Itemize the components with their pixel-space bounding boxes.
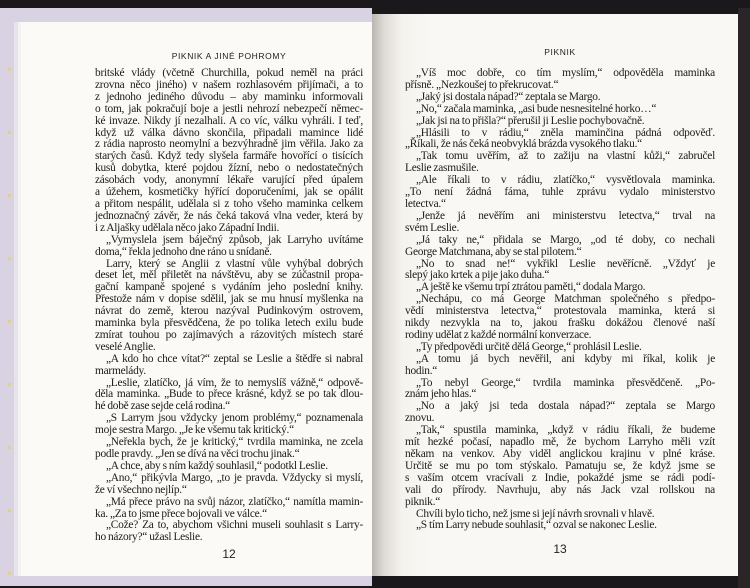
text-line: hé době zase sejde celá rodina.“	[95, 400, 230, 413]
text-line: znovu.	[405, 412, 435, 425]
paragraph	[405, 175, 715, 211]
text-line: z rádia naprosto neomylní a bezvýhradně jim věřila. Jako za	[95, 138, 363, 151]
text-line: „Ty předpovědi určitě dělá George,“ prohlásil Leslie.	[416, 340, 642, 353]
text-line: s vaším otcem vracívali z Indie, pokaždé jsme se rádi podí-	[405, 471, 715, 484]
paragraph	[405, 259, 715, 283]
text-line: a úžehem, kosmetičky hýřící doporučeními, jak se opálit	[95, 186, 363, 199]
text-line: přísně. „Nezkoušej to překrucovat.“	[405, 78, 559, 91]
text-line: svém Leslie.	[405, 221, 460, 234]
paragraph	[95, 520, 363, 544]
page-number-left: 12	[222, 547, 236, 561]
text-line: „Jak jsi na to přišla?“ přerušil ji Leslie pochybovačně.	[416, 114, 645, 127]
text-line: ho názory?“ užasl Leslie.	[95, 531, 203, 544]
text-line: „A tomu já bych nevěřil, ani kdyby mi říkal, kolik je	[416, 352, 715, 365]
text-line: hodin.“	[405, 364, 438, 377]
text-line: „To není žádná fáma, tuhle zprávu vydalo ministerstvo	[405, 186, 715, 199]
text-line: gační kampaně spojené s vydáním jeho poslední knihy.	[95, 281, 363, 294]
text-line: „To nebyl George,“ tvrdila maminka přesvědčeně. „Po-	[416, 376, 715, 389]
text-line: z jednoho jediného důvodu – aby maminku informovali	[95, 90, 363, 103]
text-line: „Ano,“ přikývla Margo, „to je pravda. Vždycky si myslí,	[106, 471, 363, 484]
right-text-column	[405, 68, 715, 532]
text-line: „A ještě ke všemu trpí ztrátou paměti,“ dodala Margo.	[416, 281, 646, 294]
text-line: maminka byla přesvědčena, že po tolika letech exilu bude	[95, 317, 363, 330]
paragraph	[405, 104, 715, 116]
paragraph	[405, 116, 715, 128]
text-line: ké invaze. Nikdy jí nezalhali. A co víc, válku vyhráli. I teď,	[95, 114, 363, 127]
text-line: britské vlády (včetně Churchilla, pokud neměl na práci	[95, 67, 363, 79]
paragraph	[405, 235, 715, 259]
text-line: piknik.“	[405, 495, 441, 508]
text-line: „Vymyslela jsem báječný způsob, jak Larryho uvítáme	[106, 233, 363, 246]
text-line: „A chce, aby s ním každý souhlasil,“ podotkl Leslie.	[106, 459, 328, 472]
paragraph	[95, 259, 363, 354]
text-line: „Má přece právo na svůj názor, zlatíčko,“ namítla mamin-	[106, 495, 363, 508]
text-line: „Hlásili to v rádiu,“ zněla maminčina pádná odpověď.	[416, 126, 715, 139]
paragraph	[95, 413, 363, 437]
text-line: „Říkali, že nás čeká neobvyklá brázda vysokého tlaku.“	[405, 138, 642, 151]
page-number-right: 13	[553, 542, 567, 556]
text-line: kusů dobytka, které pojdou žízní, nebo o nedostatečných	[95, 162, 363, 175]
text-line: nikdy nezvykla na to, jakou frašku dokážou členové naší	[405, 317, 715, 330]
text-line: vali do přírody. Navrhuju, aby nás Jack vzal rollskou na	[405, 483, 715, 496]
paragraph	[405, 342, 715, 354]
paragraph	[405, 425, 715, 508]
text-line: moje sestra Margo. „Je ke všemu tak kritický.“	[95, 424, 294, 437]
text-line: a přitom nespálit, udělala si z toho všeho maminka celkem	[95, 197, 363, 210]
paragraph	[95, 354, 363, 378]
text-line: i z Aljašky udělala něco jako Západní Indii.	[95, 221, 280, 234]
paragraph	[405, 92, 715, 104]
running-head-right: PIKNIK	[544, 47, 576, 57]
paragraph	[405, 354, 715, 378]
text-line: podle pravdy. „Jen se dívá na věci trochu jinak.“	[95, 448, 300, 460]
text-line: „S tím Larry nebude souhlasit,“ ozval se nakonec Leslie.	[416, 519, 657, 532]
text-line: slepý jako krtek a pije jako duha.“	[405, 269, 550, 282]
text-line: rodiny udělat z každé normální konverzace.	[405, 328, 592, 341]
text-line: „Leslie, zlatíčko, já vím, že to nemyslíš vážně,“ odpově-	[106, 376, 363, 389]
paragraph	[405, 378, 715, 402]
text-line: „A kdo ho chce vítat?“ zeptal se Leslie a štědře si nabral	[106, 352, 363, 365]
text-line: „Tak tomu uvěřím, až to zažiju na vlastní kůži,“ zabručel	[416, 150, 715, 163]
text-line: jednoznačný závěr, že nás čeká taková vlna veder, která by	[95, 209, 363, 222]
text-line: děla maminka. „Bude to přece krásné, když se po tak dlou-	[95, 388, 363, 401]
paragraph	[95, 437, 363, 461]
text-line: ka. „Za to jsme přece bojovali ve válce.“	[95, 507, 267, 520]
text-line: zásobách vody, anonymní lékaře varující před úpalem	[95, 174, 363, 187]
text-line: George Matchmana, aby se stal pilotem.“	[405, 245, 582, 258]
text-line: Leslie zasmušile.	[405, 162, 479, 175]
text-line: o tom, jak pokračují boje a jestli nehrozí nebezpečí němec-	[95, 102, 363, 115]
text-line: „No a jaký jsi teda dostala nápad?“ zeptala se Margo	[416, 400, 715, 413]
text-line: „S Larrym jsou vždycky jenom problémy,“ poznamenala	[106, 412, 363, 425]
paragraph	[95, 497, 363, 521]
text-line: někam na venkov. Aby viděl anglickou krajinu v plné kráse.	[405, 448, 715, 460]
paragraph	[405, 401, 715, 425]
text-line: „No to snad ne!“ vykřikl Leslie nevěřícně. „Vždyť je	[416, 257, 715, 270]
text-line: „No,“ začala maminka, „asi bude nesnesitelné horko…“	[416, 102, 657, 115]
text-line: „Ale říkali to v rádiu, zlatíčko,“ vysvětlovala maminka.	[416, 174, 715, 187]
paragraph	[405, 68, 715, 92]
text-line: vědí ministerstva letectva,“ protestovala maminka, která si	[405, 305, 715, 318]
text-line: „Víš moc dobře, co tím myslím,“ odpověděla maminka	[416, 67, 715, 79]
text-line: „Já taky ne,“ přidala se Margo, „od té doby, co nechali	[416, 233, 715, 246]
book-edge	[738, 8, 750, 588]
running-head-left: PIKNIK A JINÉ POHROMY	[171, 51, 287, 61]
paragraph	[405, 128, 715, 152]
text-line: starých časů. Když tedy slyšela farmáře hovořící o tisících	[95, 150, 363, 163]
left-text-column	[95, 68, 363, 544]
text-line: „Nechápu, co má George Matchman společného s předpo-	[416, 293, 715, 306]
paragraph	[405, 211, 715, 235]
text-line: marmelády.	[95, 364, 146, 377]
text-line: „Neřekla bych, že je kritický,“ tvrdila maminka, ne zcela	[106, 436, 363, 449]
text-line: „Jenže já nevěřím ani ministerstvu letectva,“ trval na	[416, 209, 715, 222]
paragraph	[95, 68, 363, 235]
text-line: „Tak,“ spustila maminka, „když v rádiu říkali, že budeme	[416, 424, 715, 437]
text-line: mít hezké počasí, napadlo mě, že bychom Larryho měli vzít	[405, 436, 715, 449]
text-line: Určitě se mu po tom stýskalo. Pamatuju se, že když jsme se	[405, 459, 715, 472]
paragraph	[405, 520, 715, 532]
paragraph	[95, 473, 363, 497]
text-line: že ví všechno nejlíp.“	[95, 483, 187, 496]
paragraph	[95, 378, 363, 414]
text-line: Larry, který se Anglii z vlastní vůle vyhýbal dobrých	[106, 257, 363, 270]
text-line: znám jeho hlas.“	[405, 388, 477, 401]
text-line: zmírat touhou po zajímavých a rázovitých místech staré	[95, 328, 363, 341]
paragraph	[95, 235, 363, 259]
text-line: návrat do země, kterou nazýval Pudinkovým ostrovem,	[95, 305, 363, 318]
text-line: doma,“ řekla jednoho dne ráno u snídaně.	[95, 245, 272, 258]
text-line: „Cože? Za to, abychom všichni museli souhlasit s Larry-	[106, 519, 363, 532]
paragraph	[405, 151, 715, 175]
text-line: deset let, měl přiletět na návštěvu, aby se zúčastnil propa-	[95, 269, 363, 282]
paragraph	[405, 294, 715, 342]
text-line: Přestože nám v dopise sdělil, jak se mu hnusí myšlenka na	[95, 293, 363, 306]
text-line: letectva.“	[405, 197, 446, 210]
text-line: veselé Anglie.	[95, 340, 156, 353]
text-line: když už válka dávno skončila, připadali mamince lidé	[95, 126, 363, 139]
text-line: Chvíli bylo ticho, než jsme si její návrh srovnali v hlavě.	[416, 507, 655, 520]
text-line: „Jaký jsi dostala nápad?“ zeptala se Margo.	[416, 90, 601, 103]
text-line: zrovna něco jiného) v našem rozhlasovém přijímači, a to	[95, 78, 363, 91]
